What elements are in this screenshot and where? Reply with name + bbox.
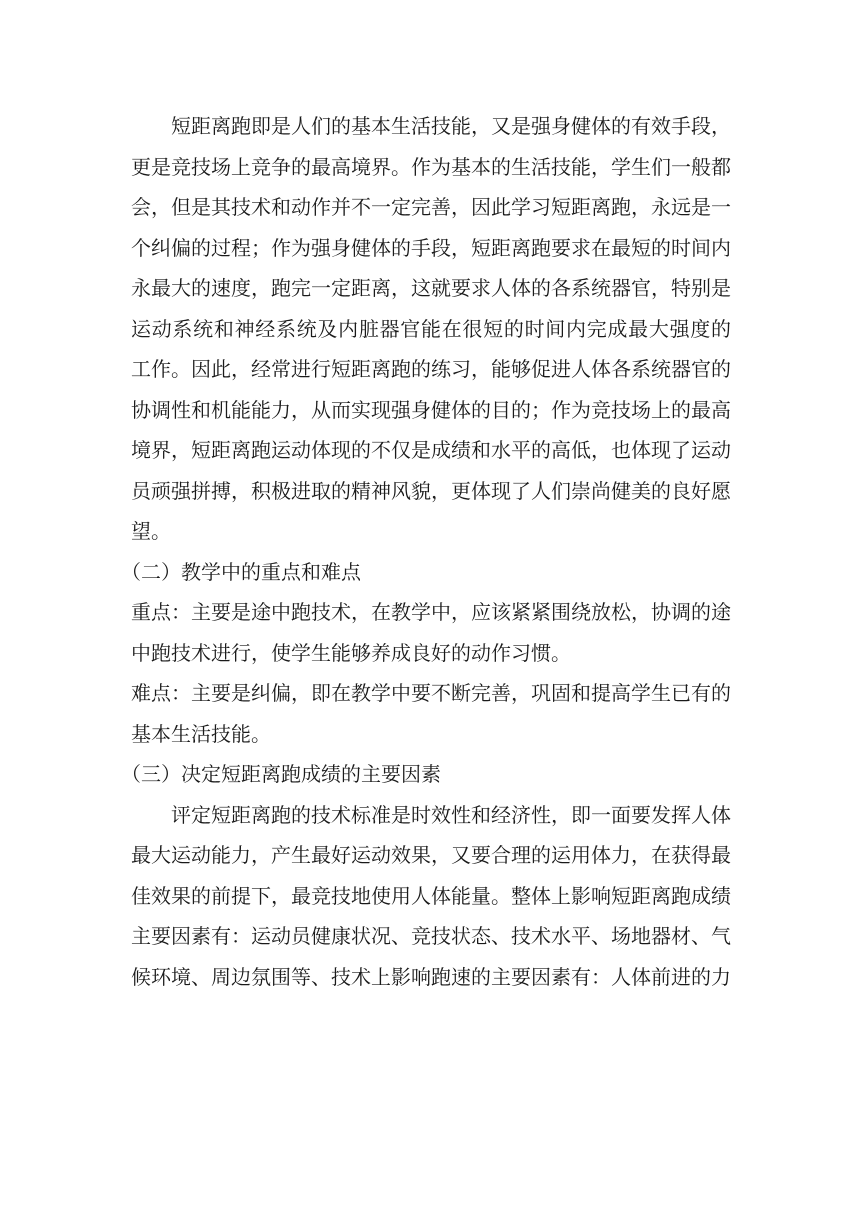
text-line: 永最大的速度，跑完一定距离，这就要求人体的各系统器官，特别是 xyxy=(131,276,731,300)
text-line: 协调性和机能能力，从而实现强身健体的目的；作为竞技场上的最高 xyxy=(131,397,731,422)
text-line: 短距离跑即是人们的基本生活技能，又是强身健体的有效手段， xyxy=(171,114,731,138)
text-line: 重点：主要是途中跑技术，在教学中，应该紧紧围绕放松，协调的途 xyxy=(131,600,731,624)
text-line: 工作。因此，经常进行短距离跑的练习，能够促进人体各系统器官的 xyxy=(131,357,731,381)
text-line: 境界，短距离跑运动体现的不仅是成绩和水平的高低，也体现了运动 xyxy=(131,438,731,462)
document-body xyxy=(121,106,731,997)
section-heading: （二）教学中的重点和难点 xyxy=(121,559,361,584)
text-line: 望。 xyxy=(131,519,171,543)
text-line: 会，但是其技术和动作并不一定完善，因此学习短距离跑，永远是一 xyxy=(131,195,731,219)
text-line: 员顽强拼搏，积极进取的精神风貌，更体现了人们崇尚健美的良好愿 xyxy=(131,478,731,503)
text-line: 主要因素有：运动员健康状况、竞技状态、技术水平、场地器材、气 xyxy=(131,924,731,948)
section-heading: （三）决定短距离跑成绩的主要因素 xyxy=(121,762,441,786)
text-line: 中跑技术进行，使学生能够养成良好的动作习惯。 xyxy=(131,640,571,665)
text-line: 难点：主要是纠偏，即在教学中要不断完善，巩固和提高学生已有的 xyxy=(131,681,731,705)
text-line: 评定短距离跑的技术标准是时效性和经济性，即一面要发挥人体 xyxy=(171,802,731,827)
text-line: 更是竞技场上竞争的最高境界。作为基本的生活技能，学生们一般都 xyxy=(131,154,731,179)
text-line: 候环境、周边氛围等、技术上影响跑速的主要因素有：人体前进的力 xyxy=(131,964,731,989)
text-line: 最大运动能力，产生最好运动效果，又要合理的运用体力，在获得最 xyxy=(131,843,731,867)
text-line: 基本生活技能。 xyxy=(131,721,271,746)
text-line: 佳效果的前提下，最竞技地使用人体能量。整体上影响短距离跑成绩 xyxy=(131,883,731,908)
text-line: 个纠偏的过程；作为强身健体的手段，短距离跑要求在最短的时间内 xyxy=(131,235,731,260)
text-line: 运动系统和神经系统及内脏器官能在很短的时间内完成最大强度的 xyxy=(131,316,731,341)
